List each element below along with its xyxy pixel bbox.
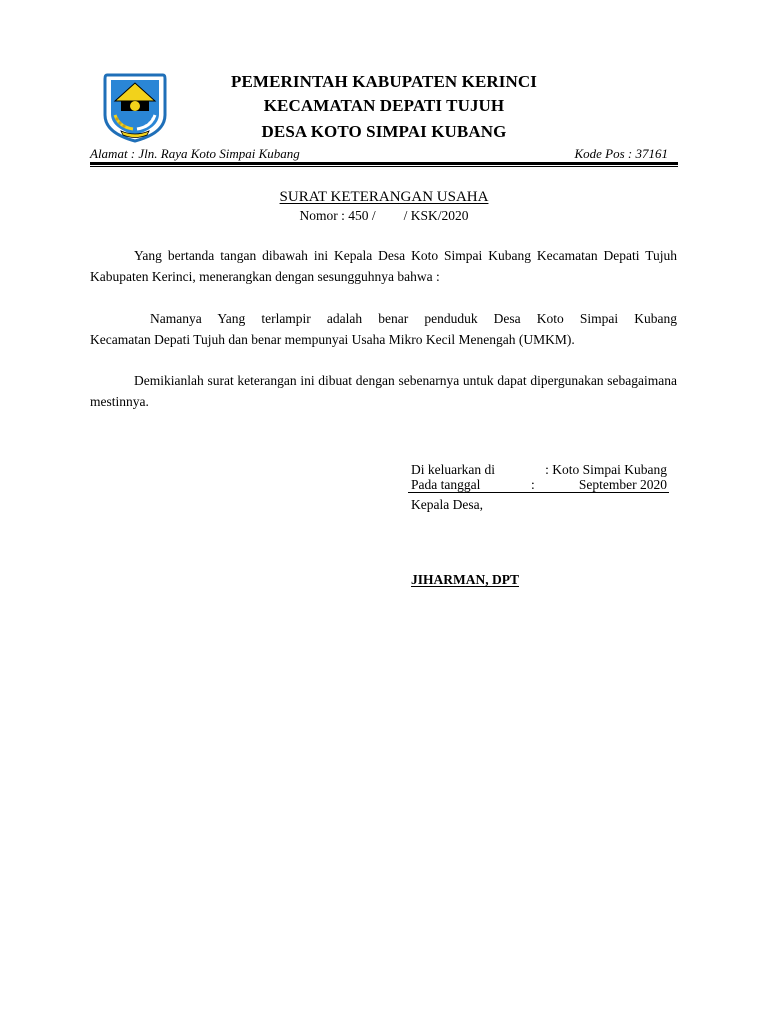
document-title-text: SURAT KETERANGAN USAHA	[279, 189, 489, 205]
issued-date-value: September 2020	[578, 477, 667, 492]
signatory-name: JIHARMAN, DPT	[411, 572, 519, 587]
letterhead-divider-thin	[90, 166, 678, 167]
signatory-role: Kepala Desa,	[411, 497, 483, 512]
document-title	[90, 189, 678, 206]
postal-code-text: Kode Pos : 37161	[574, 146, 668, 161]
address-text: Alamat : Jln. Raya Koto Simpai Kubang	[90, 146, 300, 161]
document-number-suffix: / KSK/2020	[403, 208, 469, 223]
header-district-name: KECAMATAN DEPATI TUJUH	[263, 96, 505, 115]
body-paragraph-closing: Demikianlah surat keterangan ini dibuat dengan sebenarnya untuk dapat dipergunakan sebagaimana mestinnya.	[90, 373, 677, 409]
letterhead-divider-thick	[90, 162, 678, 165]
issued-at-value: : Koto Simpai Kubang	[545, 462, 667, 477]
body-paragraph-statement-tail: Kecamatan Depati Tujuh dan benar mempunyai Usaha Mikro Kecil Menengah (UMKM).	[90, 332, 575, 347]
document-number	[90, 208, 678, 224]
signature-divider	[408, 492, 669, 493]
issuance-details	[411, 462, 667, 492]
issued-at-label: Di keluarkan di	[411, 462, 495, 477]
issued-date-row	[411, 477, 667, 492]
issued-date-label: Pada tanggal	[411, 477, 481, 492]
body-paragraph-statement	[90, 308, 677, 350]
body-paragraph-statement-main: Namanya Yang terlampir adalah benar penduduk Desa Koto Simpai Kubang	[150, 311, 677, 326]
body-paragraph-intro: Yang bertanda tangan dibawah ini Kepala Desa Koto Simpai Kubang Kecamatan Depati Tujuh Kabupaten Kerinci, menerangkan dengan sesungguhnya bahwa :	[90, 248, 677, 284]
issued-at-row	[411, 462, 667, 477]
document-number-prefix: Nomor : 450 /	[299, 208, 376, 223]
header-government-name: PEMERINTAH KABUPATEN KERINCI	[231, 72, 537, 91]
issued-date-separator: :	[531, 477, 535, 492]
header-village-name: DESA KOTO SIMPAI KUBANG	[261, 122, 507, 141]
